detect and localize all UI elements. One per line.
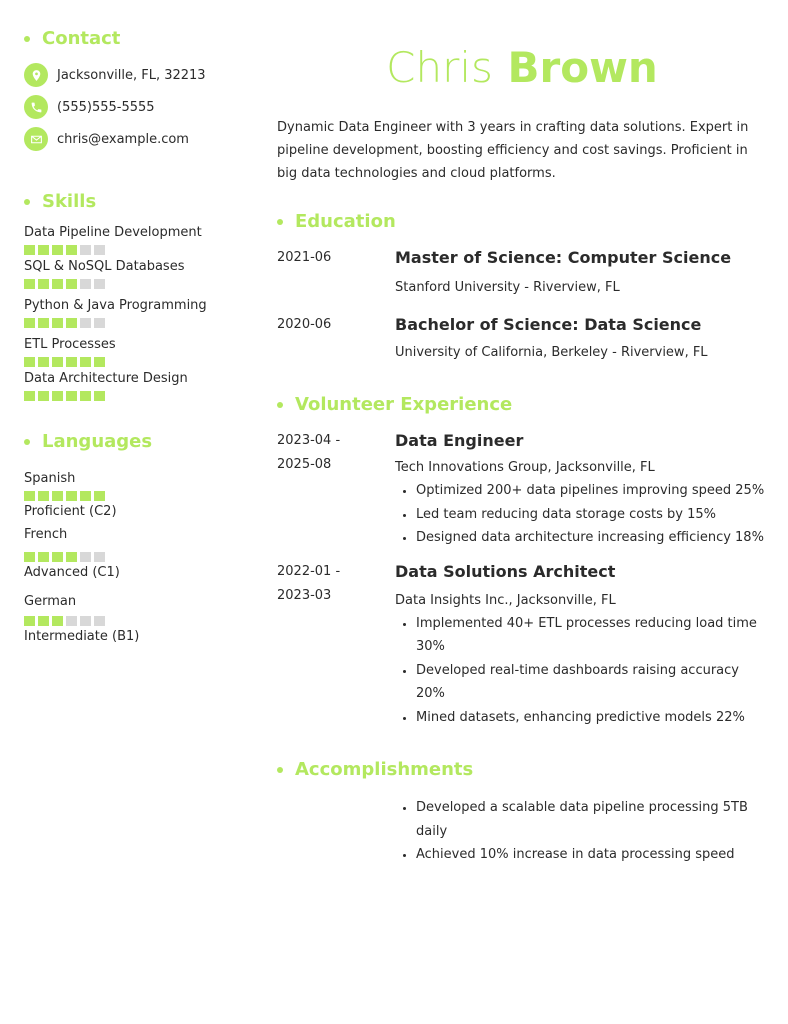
- volunteer-section-title: Volunteer Experience: [277, 394, 767, 415]
- rating-segment: [80, 318, 91, 328]
- rating-segment: [38, 391, 49, 401]
- list-item: • Developed real-time dashboards raising accuracy 20%: [416, 659, 767, 706]
- rating-segment: [94, 616, 105, 626]
- skill-rating-bar: [24, 318, 244, 328]
- skill-rating-bar: [24, 357, 244, 367]
- bullet-dot-icon: [24, 199, 30, 205]
- skills-section-title: Skills: [24, 191, 244, 212]
- rating-segment: [52, 245, 63, 255]
- skill-item: ETL Processes: [24, 336, 244, 367]
- rating-segment: [80, 616, 91, 626]
- bullet-dot-icon: [24, 36, 30, 42]
- rating-segment: [94, 357, 105, 367]
- accomplishments-entry: [277, 796, 767, 867]
- language-rating-bar: [24, 552, 244, 562]
- rating-segment: [52, 357, 63, 367]
- volunteer-entry: 2022-01 - 2023-03 Data Solutions Architect Data Insights Inc., Jacksonville, FL • Implemented 40+ ETL processes reducing load time 30% • Developed real-time dashboards raising accuracy 20% • Mined datasets, enhancing predictive models 22%: [277, 560, 767, 730]
- rating-segment: [66, 491, 77, 501]
- rating-segment: [66, 318, 77, 328]
- volunteer-entry: 2023-04 - 2025-08 Data Engineer Tech Innovations Group, Jacksonville, FL • Optimized 200+ data pipelines improving speed 25% • Led team reducing data storage costs by 15% • Designed data architecture increasing efficiency 18%: [277, 429, 767, 550]
- contact-phone: (555)555-5555: [24, 95, 244, 119]
- rating-segment: [80, 357, 91, 367]
- language-rating-bar: [24, 616, 244, 626]
- skill-item: Data Architecture Design: [24, 370, 244, 401]
- bullet-dot-icon: [277, 402, 283, 408]
- bullet-dot-icon: [277, 219, 283, 225]
- list-item: • Achieved 10% increase in data processing speed: [416, 843, 767, 867]
- achievement-list: [395, 479, 767, 550]
- rating-segment: [80, 391, 91, 401]
- rating-segment: [66, 552, 77, 562]
- language-rating-bar: [24, 491, 244, 501]
- bullet-dot-icon: [24, 439, 30, 445]
- skill-item: Python & Java Programming: [24, 297, 244, 328]
- rating-segment: [66, 279, 77, 289]
- skill-rating-bar: [24, 391, 244, 401]
- bullet-dot-icon: [277, 767, 283, 773]
- rating-segment: [80, 552, 91, 562]
- language-item: Spanish Proficient (C2): [24, 470, 244, 521]
- rating-segment: [24, 552, 35, 562]
- rating-segment: [66, 391, 77, 401]
- rating-segment: [38, 357, 49, 367]
- rating-segment: [66, 357, 77, 367]
- list-item: • Designed data architecture increasing efficiency 18%: [416, 526, 767, 550]
- rating-segment: [80, 491, 91, 501]
- rating-segment: [52, 552, 63, 562]
- list-item: • Mined datasets, enhancing predictive models 22%: [416, 706, 767, 730]
- location-pin-icon: [24, 63, 48, 87]
- rating-segment: [66, 616, 77, 626]
- languages-list: [24, 470, 244, 646]
- education-section-title: Education: [277, 211, 767, 232]
- skill-rating-bar: [24, 245, 244, 255]
- accomplishments-section-title: Accomplishments: [277, 759, 767, 780]
- rating-segment: [94, 552, 105, 562]
- rating-segment: [94, 245, 105, 255]
- rating-segment: [94, 391, 105, 401]
- contact-location: Jacksonville, FL, 32213: [24, 63, 244, 87]
- email-icon: [24, 127, 48, 151]
- languages-section-title: Languages: [24, 431, 244, 452]
- phone-icon: [24, 95, 48, 119]
- rating-segment: [38, 245, 49, 255]
- language-item: French Advanced (C1): [24, 526, 244, 582]
- candidate-name: Chris Brown: [386, 43, 658, 92]
- rating-segment: [38, 318, 49, 328]
- rating-segment: [80, 279, 91, 289]
- main-content: [277, 28, 767, 867]
- education-entry: 2020-06 Bachelor of Science: Data Science University of California, Berkeley - Riverview, FL: [277, 315, 708, 360]
- rating-segment: [24, 357, 35, 367]
- rating-segment: [52, 491, 63, 501]
- accomplishments-list: [395, 796, 767, 867]
- list-item: • Developed a scalable data pipeline processing 5TB daily: [416, 796, 767, 843]
- list-item: • Implemented 40+ ETL processes reducing load time 30%: [416, 612, 767, 659]
- rating-segment: [24, 491, 35, 501]
- rating-segment: [38, 279, 49, 289]
- rating-segment: [94, 491, 105, 501]
- skill-rating-bar: [24, 279, 244, 289]
- rating-segment: [52, 279, 63, 289]
- skill-item: Data Pipeline Development: [24, 224, 244, 255]
- list-item: • Led team reducing data storage costs by 15%: [416, 503, 767, 527]
- contact-email: chris@example.com: [24, 127, 244, 151]
- skills-list: [24, 224, 244, 401]
- contact-section-title: Contact: [24, 28, 244, 49]
- rating-segment: [38, 616, 49, 626]
- education-entry: 2021-06 Master of Science: Computer Science Stanford University - Riverview, FL: [277, 248, 732, 295]
- rating-segment: [66, 245, 77, 255]
- list-item: • Optimized 200+ data pipelines improving speed 25%: [416, 479, 767, 503]
- rating-segment: [52, 318, 63, 328]
- language-item: German Intermediate (B1): [24, 593, 244, 646]
- achievement-list: [395, 612, 767, 730]
- rating-segment: [52, 391, 63, 401]
- rating-segment: [94, 279, 105, 289]
- rating-segment: [52, 616, 63, 626]
- rating-segment: [38, 491, 49, 501]
- skill-item: SQL & NoSQL Databases: [24, 258, 244, 289]
- rating-segment: [94, 318, 105, 328]
- rating-segment: [24, 616, 35, 626]
- sidebar: [24, 28, 244, 646]
- rating-segment: [24, 318, 35, 328]
- rating-segment: [24, 279, 35, 289]
- rating-segment: [38, 552, 49, 562]
- rating-segment: [80, 245, 91, 255]
- professional-summary: Dynamic Data Engineer with 3 years in crafting data solutions. Expert in pipeline development, boosting efficiency and cost savings. Proficient in big data technologies and cloud platforms.: [277, 120, 749, 181]
- rating-segment: [24, 391, 35, 401]
- rating-segment: [24, 245, 35, 255]
